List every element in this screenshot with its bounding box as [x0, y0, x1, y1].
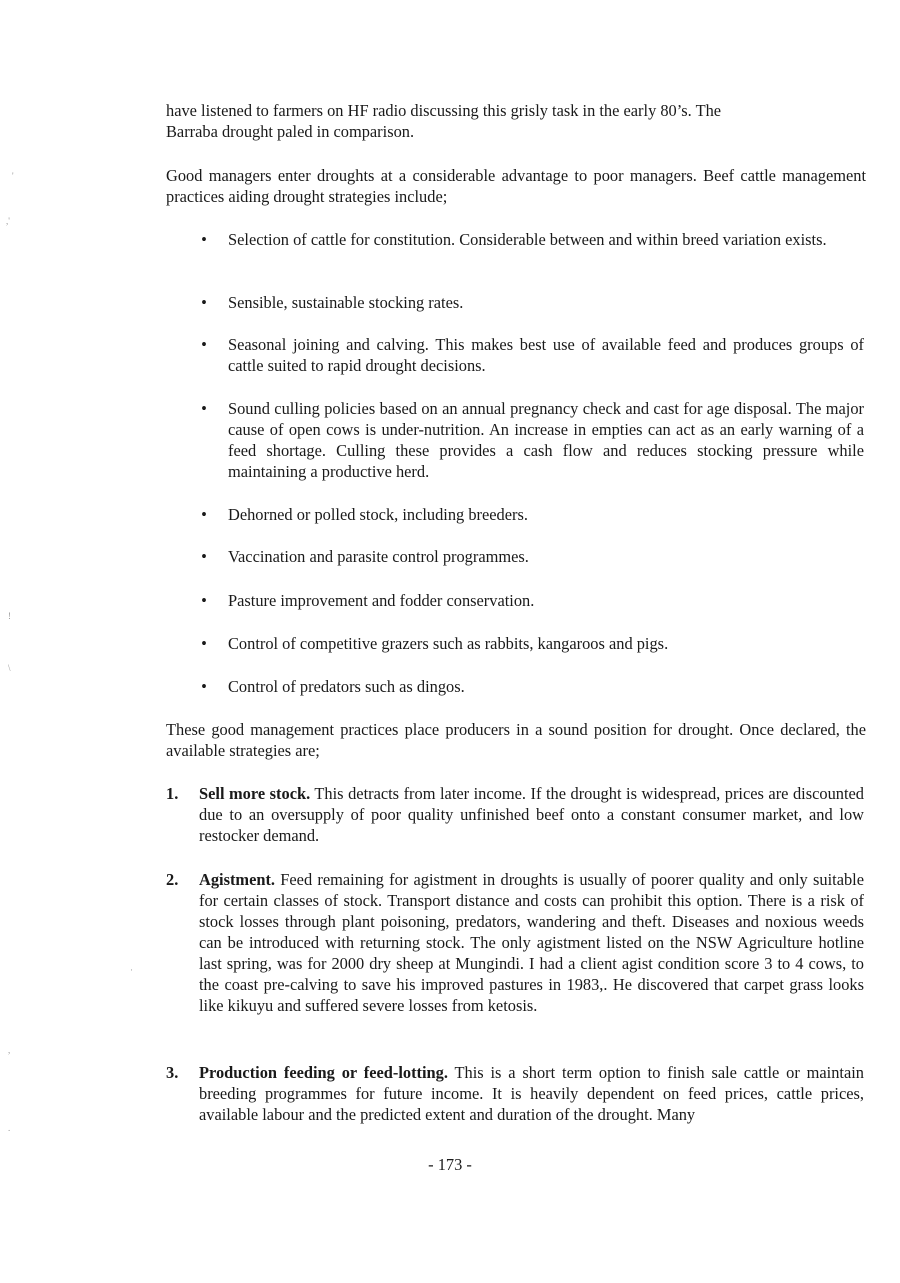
scan-speck: ! [8, 611, 11, 621]
strategy-body [199, 869, 864, 1016]
strategy-text: This is a short term option to finish sale cattle or maintain breeding programmes for future income. It is heavily dependent on feed prices, cattle prices, available labour and the predicted extent and duration of the drought. Many [199, 1063, 864, 1124]
strategy-body [199, 783, 864, 846]
bullet-icon: • [201, 399, 207, 418]
scan-speck: . [8, 1123, 11, 1133]
bullet-text: Sensible, sustainable stocking rates. [228, 293, 464, 312]
managers-paragraph: Good managers enter droughts at a considerable advantage to poor managers. Beef cattle management practices aiding drought strategies include; [166, 166, 866, 206]
bullet-icon: • [201, 634, 207, 653]
intro-line-1: have listened to farmers on HF radio discussing this grisly task in the early 80’s. The [166, 101, 722, 120]
bullet-text: Sound culling policies based on an annual pregnancy check and cast for age disposal. The major cause of open cows is under-nutrition. An increase in empties can act as an early warning of a feed shortage. Culling these provides a cash flow and reduces stocking pressure while maintaining a productive herd. [228, 399, 864, 481]
strategy-heading: Agistment. [199, 870, 276, 889]
scan-speck: ' [12, 171, 14, 181]
intro-paragraph [166, 100, 866, 142]
strategies-intro-paragraph: These good management practices place producers in a sound position for drought. Once declared, the available strategies are; [166, 720, 866, 760]
strategy-heading: Sell more stock. [199, 784, 311, 803]
bullet-text: Control of predators such as dingos. [228, 677, 465, 696]
bullet-icon: • [201, 293, 207, 312]
bullet-text: Vaccination and parasite control programmes. [228, 547, 529, 566]
scan-speck: · [130, 965, 133, 975]
strategy-text: This detracts from later income. If the drought is widespread, prices are discounted due to an oversupply of poor quality unfinished beef onto a constant consumer market, and low restocker demand. [199, 784, 864, 845]
bullet-text: Seasonal joining and calving. This makes best use of available feed and produces groups of cattle suited to rapid drought decisions. [228, 335, 864, 375]
bullet-icon: • [201, 335, 207, 354]
bullet-text: Pasture improvement and fodder conservation. [228, 591, 535, 610]
strategy-number: 1. [166, 784, 179, 803]
strategy-body [199, 1062, 864, 1125]
scan-speck: ,' [6, 216, 10, 226]
bullet-icon: • [201, 505, 207, 524]
strategy-number: 2. [166, 870, 179, 889]
strategy-number: 3. [166, 1063, 179, 1082]
strategy-heading: Production feeding or feed-lotting. [199, 1063, 448, 1082]
bullet-text: Dehorned or polled stock, including breeders. [228, 505, 528, 524]
scan-speck: , [8, 1045, 11, 1055]
intro-line-2: Barraba drought paled in comparison. [166, 122, 415, 141]
page-number: - 173 - [428, 1155, 472, 1174]
bullet-icon: • [201, 591, 207, 610]
bullet-icon: • [201, 230, 207, 249]
bullet-icon: • [201, 547, 207, 566]
bullet-icon: • [201, 677, 207, 696]
bullet-text: Control of competitive grazers such as rabbits, kangaroos and pigs. [228, 634, 669, 653]
bullet-text: Selection of cattle for constitution. Considerable between and within breed variation exists. [228, 230, 827, 249]
strategy-text: Feed remaining for agistment in droughts is usually of poorer quality and only suitable for certain classes of stock. Transport distance and costs can prohibit this option. There is a risk of stock losses through plant poisoning, predators, wandering and theft. Diseases and noxious weeds can be introduced with returning stock. The only agistment listed on the NSW Agriculture hotline last spring, was for 2000 dry sheep at Mungindi. I had a client agist condition score 3 to 4 cows, to the coast pre-calving to save his improved pastures in 1983,. He discovered that carpet grass looks like kikuyu and suffered severe losses from ketosis. [199, 870, 864, 1015]
scan-speck: \ [8, 663, 11, 673]
